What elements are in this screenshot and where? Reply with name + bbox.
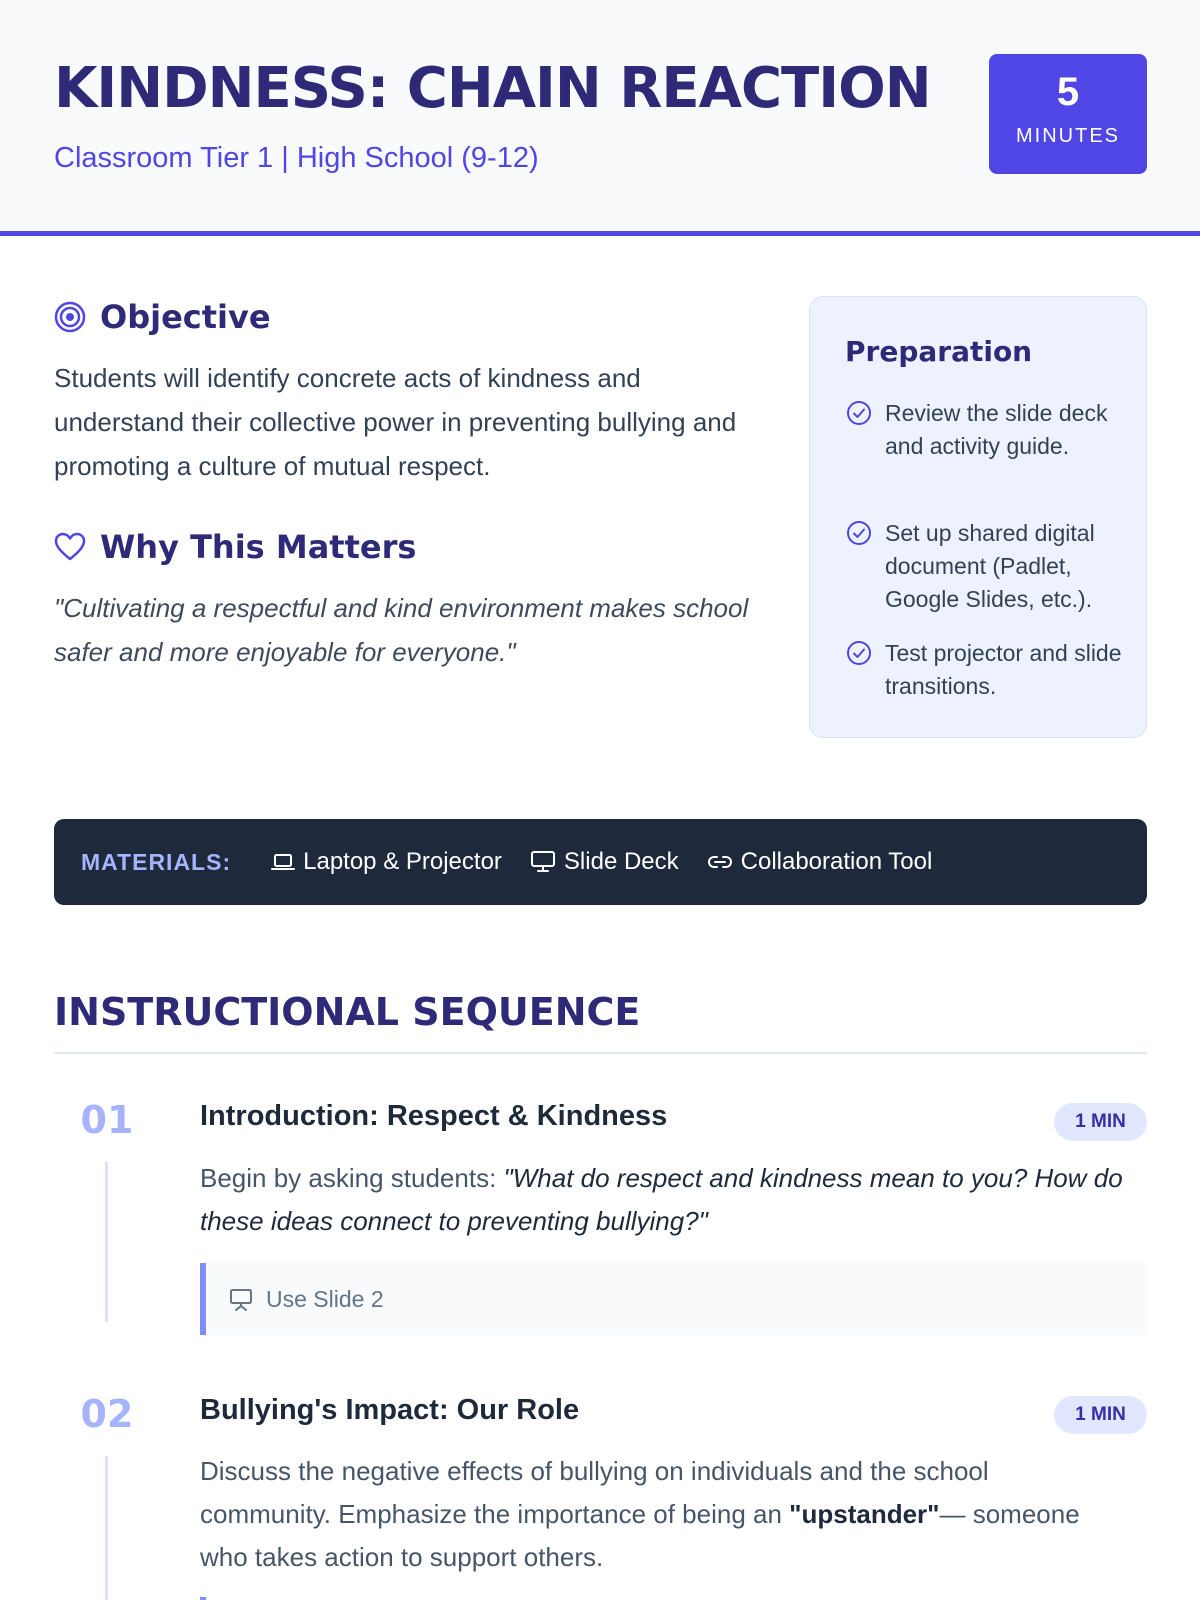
step-connector-line — [105, 1162, 108, 1322]
materials-bar — [54, 819, 1147, 905]
preparation-item — [845, 397, 1135, 463]
monitor-icon — [530, 850, 556, 874]
preparation-heading: Preparation — [845, 335, 1033, 368]
material-item-laptop — [271, 848, 502, 876]
link-icon — [707, 852, 733, 872]
step-description — [200, 1157, 1147, 1243]
page-header — [0, 0, 1200, 236]
check-circle-icon — [845, 520, 873, 546]
step-title: Bullying's Impact: Our Role — [200, 1394, 580, 1426]
step-description-lead: Discuss the negative effects of bullying on individuals and the school community. Emphasize the importance of being an — [200, 1456, 989, 1529]
heart-icon — [54, 532, 86, 562]
step-description-lead: Begin by asking students: — [200, 1163, 504, 1193]
laptop-icon — [271, 851, 295, 873]
page-title: KINDNESS: CHAIN REACTION — [54, 56, 931, 121]
material-item-text: Collaboration Tool — [740, 848, 933, 875]
why-heading — [54, 528, 416, 566]
sequence-heading: INSTRUCTIONAL SEQUENCE — [54, 990, 641, 1034]
presentation-icon — [228, 1286, 254, 1312]
why-heading-text: Why This Matters — [100, 528, 417, 566]
slide-reference-text: Use Slide 2 — [266, 1285, 384, 1312]
sequence-divider — [54, 1052, 1147, 1054]
objective-heading-text: Objective — [100, 298, 271, 336]
step-title: Introduction: Respect & Kindness — [200, 1100, 668, 1132]
objective-text: Students will identify concrete acts of kindness and understand their collective power in preventing bullying and promoting a culture of mutual respect. — [54, 363, 737, 481]
objective-heading — [54, 298, 271, 336]
duration-unit: MINUTES — [1016, 125, 1120, 147]
material-item-slides — [530, 848, 679, 876]
step-description-tail: — someone who takes action to support others. — [200, 1499, 1080, 1572]
preparation-item — [845, 517, 1135, 616]
check-circle-icon — [845, 640, 873, 666]
step-number: 02 — [80, 1392, 134, 1436]
target-icon — [54, 301, 86, 333]
material-item-collaboration — [707, 848, 933, 876]
preparation-item-text: Test projector and slide transitions. — [885, 640, 1122, 699]
step-description — [200, 1450, 1090, 1579]
duration-badge — [989, 54, 1147, 174]
check-circle-icon — [845, 400, 873, 426]
preparation-item-text: Set up shared digital document (Padlet, Google Slides, etc.). — [885, 520, 1095, 612]
step-connector-line — [105, 1456, 108, 1600]
step-duration-badge: 1 MIN — [1054, 1396, 1147, 1434]
materials-label: MATERIALS: — [81, 848, 232, 875]
step-number: 01 — [80, 1098, 134, 1142]
preparation-card — [809, 296, 1147, 738]
page-subtitle: Classroom Tier 1 | High School (9-12) — [54, 142, 539, 174]
preparation-item-text: Review the slide deck and activity guide. — [885, 400, 1108, 459]
step-description-bold: "upstander" — [789, 1499, 940, 1529]
material-item-text: Slide Deck — [563, 848, 679, 875]
slide-reference — [200, 1263, 1147, 1335]
step-description-quote: "What do respect and kindness mean to you? How do these ideas connect to preventing bullying?" — [200, 1163, 1123, 1236]
step-duration-badge: 1 MIN — [1054, 1103, 1147, 1141]
material-item-text: Laptop & Projector — [303, 848, 502, 875]
why-quote: "Cultivating a respectful and kind environment makes school safer and more enjoyable for everyone." — [54, 593, 749, 667]
duration-value: 5 — [1056, 70, 1080, 114]
preparation-item — [845, 637, 1135, 703]
